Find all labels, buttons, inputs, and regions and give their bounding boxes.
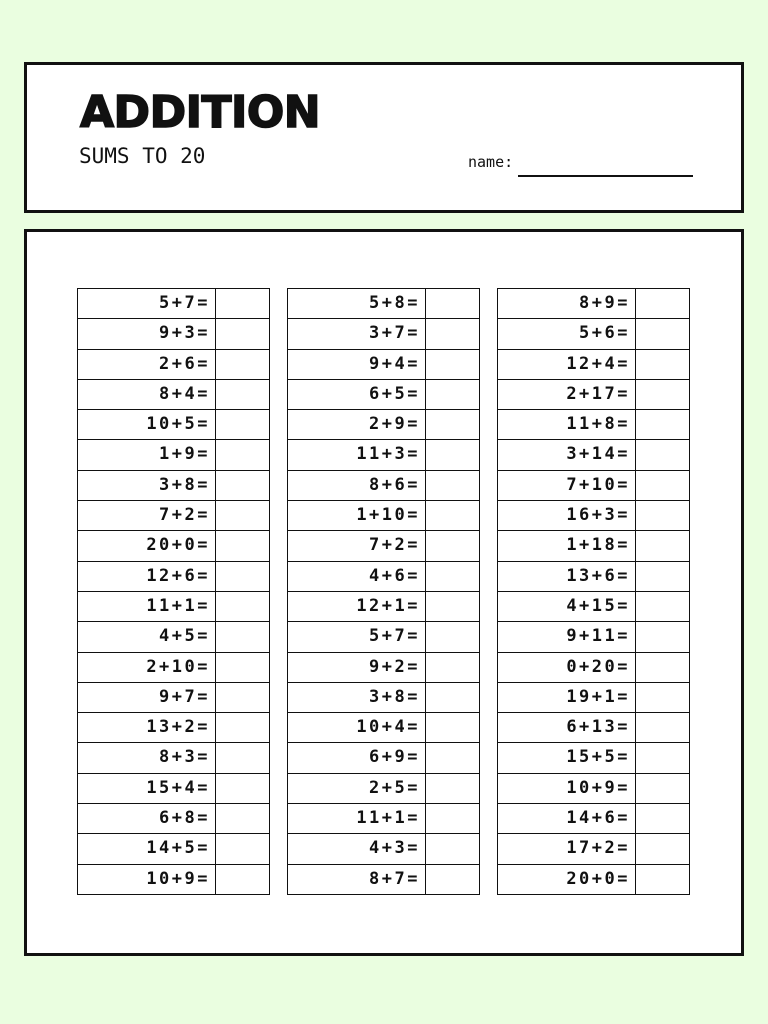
problem-text: 8+6= — [288, 471, 426, 500]
answer-box[interactable] — [426, 804, 479, 833]
problem-text: 13+2= — [78, 713, 216, 742]
answer-box[interactable] — [426, 653, 479, 682]
problem-text: 10+9= — [498, 774, 636, 803]
answer-box[interactable] — [636, 319, 689, 348]
problem-text: 0+20= — [498, 653, 636, 682]
problem-text: 6+5= — [288, 380, 426, 409]
problem-text: 2+5= — [288, 774, 426, 803]
problem-row — [498, 380, 689, 410]
answer-box[interactable] — [636, 289, 689, 318]
answer-box[interactable] — [426, 834, 479, 863]
problem-row — [498, 622, 689, 652]
answer-box[interactable] — [636, 350, 689, 379]
problem-row — [78, 743, 269, 773]
problem-row — [78, 471, 269, 501]
problem-row — [78, 653, 269, 683]
problem-text: 8+9= — [498, 289, 636, 318]
answer-box[interactable] — [426, 319, 479, 348]
problem-row — [288, 531, 479, 561]
answer-box[interactable] — [216, 410, 269, 439]
answer-box[interactable] — [216, 653, 269, 682]
answer-box[interactable] — [426, 865, 479, 894]
name-blank-line[interactable] — [518, 175, 693, 177]
problem-row — [288, 653, 479, 683]
answer-box[interactable] — [216, 622, 269, 651]
problem-text: 12+1= — [288, 592, 426, 621]
answer-box[interactable] — [636, 531, 689, 560]
answer-box[interactable] — [636, 471, 689, 500]
answer-box[interactable] — [216, 804, 269, 833]
problem-text: 13+6= — [498, 562, 636, 591]
problem-row — [498, 562, 689, 592]
problem-text: 9+4= — [288, 350, 426, 379]
answer-box[interactable] — [426, 501, 479, 530]
problem-row — [498, 774, 689, 804]
problem-row — [288, 410, 479, 440]
problem-row — [78, 531, 269, 561]
problem-text: 1+10= — [288, 501, 426, 530]
problem-row — [78, 804, 269, 834]
answer-box[interactable] — [216, 380, 269, 409]
problem-row — [498, 319, 689, 349]
problem-text: 4+15= — [498, 592, 636, 621]
problem-text: 1+9= — [78, 440, 216, 469]
problem-text: 9+2= — [288, 653, 426, 682]
problem-text: 7+2= — [288, 531, 426, 560]
answer-box[interactable] — [636, 804, 689, 833]
problem-text: 5+7= — [288, 622, 426, 651]
answer-box[interactable] — [426, 743, 479, 772]
answer-box[interactable] — [426, 713, 479, 742]
answer-box[interactable] — [636, 865, 689, 894]
answer-box[interactable] — [636, 713, 689, 742]
problem-row — [498, 350, 689, 380]
answer-box[interactable] — [636, 622, 689, 651]
problem-text: 4+3= — [288, 834, 426, 863]
problem-row — [288, 501, 479, 531]
problem-row — [288, 865, 479, 895]
answer-box[interactable] — [216, 743, 269, 772]
answer-box[interactable] — [216, 289, 269, 318]
problem-text: 8+3= — [78, 743, 216, 772]
problem-text: 11+1= — [288, 804, 426, 833]
problem-text: 4+5= — [78, 622, 216, 651]
answer-box[interactable] — [636, 562, 689, 591]
answer-box[interactable] — [426, 380, 479, 409]
problem-row — [288, 774, 479, 804]
problem-row — [288, 622, 479, 652]
answer-box[interactable] — [216, 350, 269, 379]
problem-row — [498, 834, 689, 864]
answer-box[interactable] — [636, 743, 689, 772]
problem-text: 12+4= — [498, 350, 636, 379]
problem-row — [498, 743, 689, 773]
problem-text: 19+1= — [498, 683, 636, 712]
answer-box[interactable] — [216, 834, 269, 863]
problem-row — [78, 501, 269, 531]
problem-text: 8+7= — [288, 865, 426, 894]
answer-box[interactable] — [426, 471, 479, 500]
answer-box[interactable] — [216, 713, 269, 742]
problem-text: 15+4= — [78, 774, 216, 803]
answer-box[interactable] — [636, 380, 689, 409]
problem-text: 10+4= — [288, 713, 426, 742]
problem-text: 8+4= — [78, 380, 216, 409]
problem-row — [498, 865, 689, 895]
problem-text: 6+8= — [78, 804, 216, 833]
problem-row — [498, 440, 689, 470]
answer-box[interactable] — [216, 562, 269, 591]
answer-box[interactable] — [426, 683, 479, 712]
problem-row — [498, 653, 689, 683]
problem-text: 17+2= — [498, 834, 636, 863]
answer-box[interactable] — [216, 865, 269, 894]
problem-text: 2+9= — [288, 410, 426, 439]
problem-text: 3+8= — [288, 683, 426, 712]
worksheet-subtitle: SUMS TO 20 — [79, 144, 206, 168]
problem-row — [498, 410, 689, 440]
problem-row — [498, 592, 689, 622]
answer-box[interactable] — [216, 592, 269, 621]
problem-text: 12+6= — [78, 562, 216, 591]
problem-text: 2+17= — [498, 380, 636, 409]
answer-box[interactable] — [426, 440, 479, 469]
problem-text: 16+3= — [498, 501, 636, 530]
problem-row — [78, 410, 269, 440]
problem-row — [498, 804, 689, 834]
problem-row — [498, 289, 689, 319]
problem-row — [78, 713, 269, 743]
answer-box[interactable] — [426, 410, 479, 439]
problem-text: 15+5= — [498, 743, 636, 772]
problem-row — [288, 592, 479, 622]
answer-box[interactable] — [216, 501, 269, 530]
problem-row — [498, 531, 689, 561]
answer-box[interactable] — [636, 501, 689, 530]
problem-row — [78, 834, 269, 864]
problem-text: 7+10= — [498, 471, 636, 500]
problem-text: 7+2= — [78, 501, 216, 530]
problem-column-1 — [77, 288, 270, 895]
problem-text: 2+10= — [78, 653, 216, 682]
problem-text: 9+11= — [498, 622, 636, 651]
problem-row — [78, 562, 269, 592]
answer-box[interactable] — [216, 531, 269, 560]
problem-text: 3+8= — [78, 471, 216, 500]
problem-row — [288, 683, 479, 713]
problem-text: 10+5= — [78, 410, 216, 439]
answer-box[interactable] — [636, 592, 689, 621]
name-label: name: — [468, 153, 514, 171]
answer-box[interactable] — [636, 683, 689, 712]
problem-row — [288, 562, 479, 592]
problem-row — [78, 622, 269, 652]
problem-row — [288, 440, 479, 470]
problem-row — [288, 834, 479, 864]
problem-column-2 — [287, 288, 480, 895]
answer-box[interactable] — [426, 289, 479, 318]
problem-text: 14+5= — [78, 834, 216, 863]
answer-box[interactable] — [426, 622, 479, 651]
problem-text: 11+1= — [78, 592, 216, 621]
problem-row — [78, 380, 269, 410]
answer-box[interactable] — [426, 350, 479, 379]
answer-box[interactable] — [216, 774, 269, 803]
problem-row — [78, 319, 269, 349]
answer-box[interactable] — [216, 440, 269, 469]
problem-text: 11+3= — [288, 440, 426, 469]
problem-text: 2+6= — [78, 350, 216, 379]
answer-box[interactable] — [426, 592, 479, 621]
problem-text: 1+18= — [498, 531, 636, 560]
problem-row — [78, 350, 269, 380]
problem-text: 14+6= — [498, 804, 636, 833]
answer-box[interactable] — [636, 440, 689, 469]
problem-text: 3+7= — [288, 319, 426, 348]
problem-row — [288, 713, 479, 743]
problem-row — [288, 289, 479, 319]
name-field[interactable] — [468, 151, 694, 177]
answer-box[interactable] — [636, 774, 689, 803]
problem-text: 6+9= — [288, 743, 426, 772]
problem-row — [288, 319, 479, 349]
answer-box[interactable] — [636, 410, 689, 439]
problem-text: 5+6= — [498, 319, 636, 348]
answer-box[interactable] — [216, 319, 269, 348]
problem-row — [288, 350, 479, 380]
problem-row — [498, 501, 689, 531]
problem-text: 9+7= — [78, 683, 216, 712]
answer-box[interactable] — [426, 774, 479, 803]
answer-box[interactable] — [426, 562, 479, 591]
answer-box[interactable] — [426, 531, 479, 560]
problem-row — [78, 289, 269, 319]
problem-row — [78, 440, 269, 470]
problem-column-3 — [497, 288, 690, 895]
problem-text: 20+0= — [498, 865, 636, 894]
worksheet-title: ADDITION — [80, 87, 321, 138]
problem-text: 4+6= — [288, 562, 426, 591]
problem-row — [288, 471, 479, 501]
header-panel — [24, 62, 744, 213]
problem-text: 11+8= — [498, 410, 636, 439]
problem-row — [498, 713, 689, 743]
problem-row — [78, 865, 269, 895]
problem-text: 9+3= — [78, 319, 216, 348]
problem-row — [288, 743, 479, 773]
problem-row — [78, 592, 269, 622]
problem-row — [288, 804, 479, 834]
answer-box[interactable] — [636, 834, 689, 863]
problem-row — [78, 774, 269, 804]
answer-box[interactable] — [636, 653, 689, 682]
problem-text: 20+0= — [78, 531, 216, 560]
problem-text: 6+13= — [498, 713, 636, 742]
answer-box[interactable] — [216, 683, 269, 712]
problem-row — [78, 683, 269, 713]
problem-text: 5+8= — [288, 289, 426, 318]
answer-box[interactable] — [216, 471, 269, 500]
problem-text: 3+14= — [498, 440, 636, 469]
problem-row — [498, 471, 689, 501]
problem-text: 10+9= — [78, 865, 216, 894]
problem-text: 5+7= — [78, 289, 216, 318]
problem-row — [288, 380, 479, 410]
problem-row — [498, 683, 689, 713]
